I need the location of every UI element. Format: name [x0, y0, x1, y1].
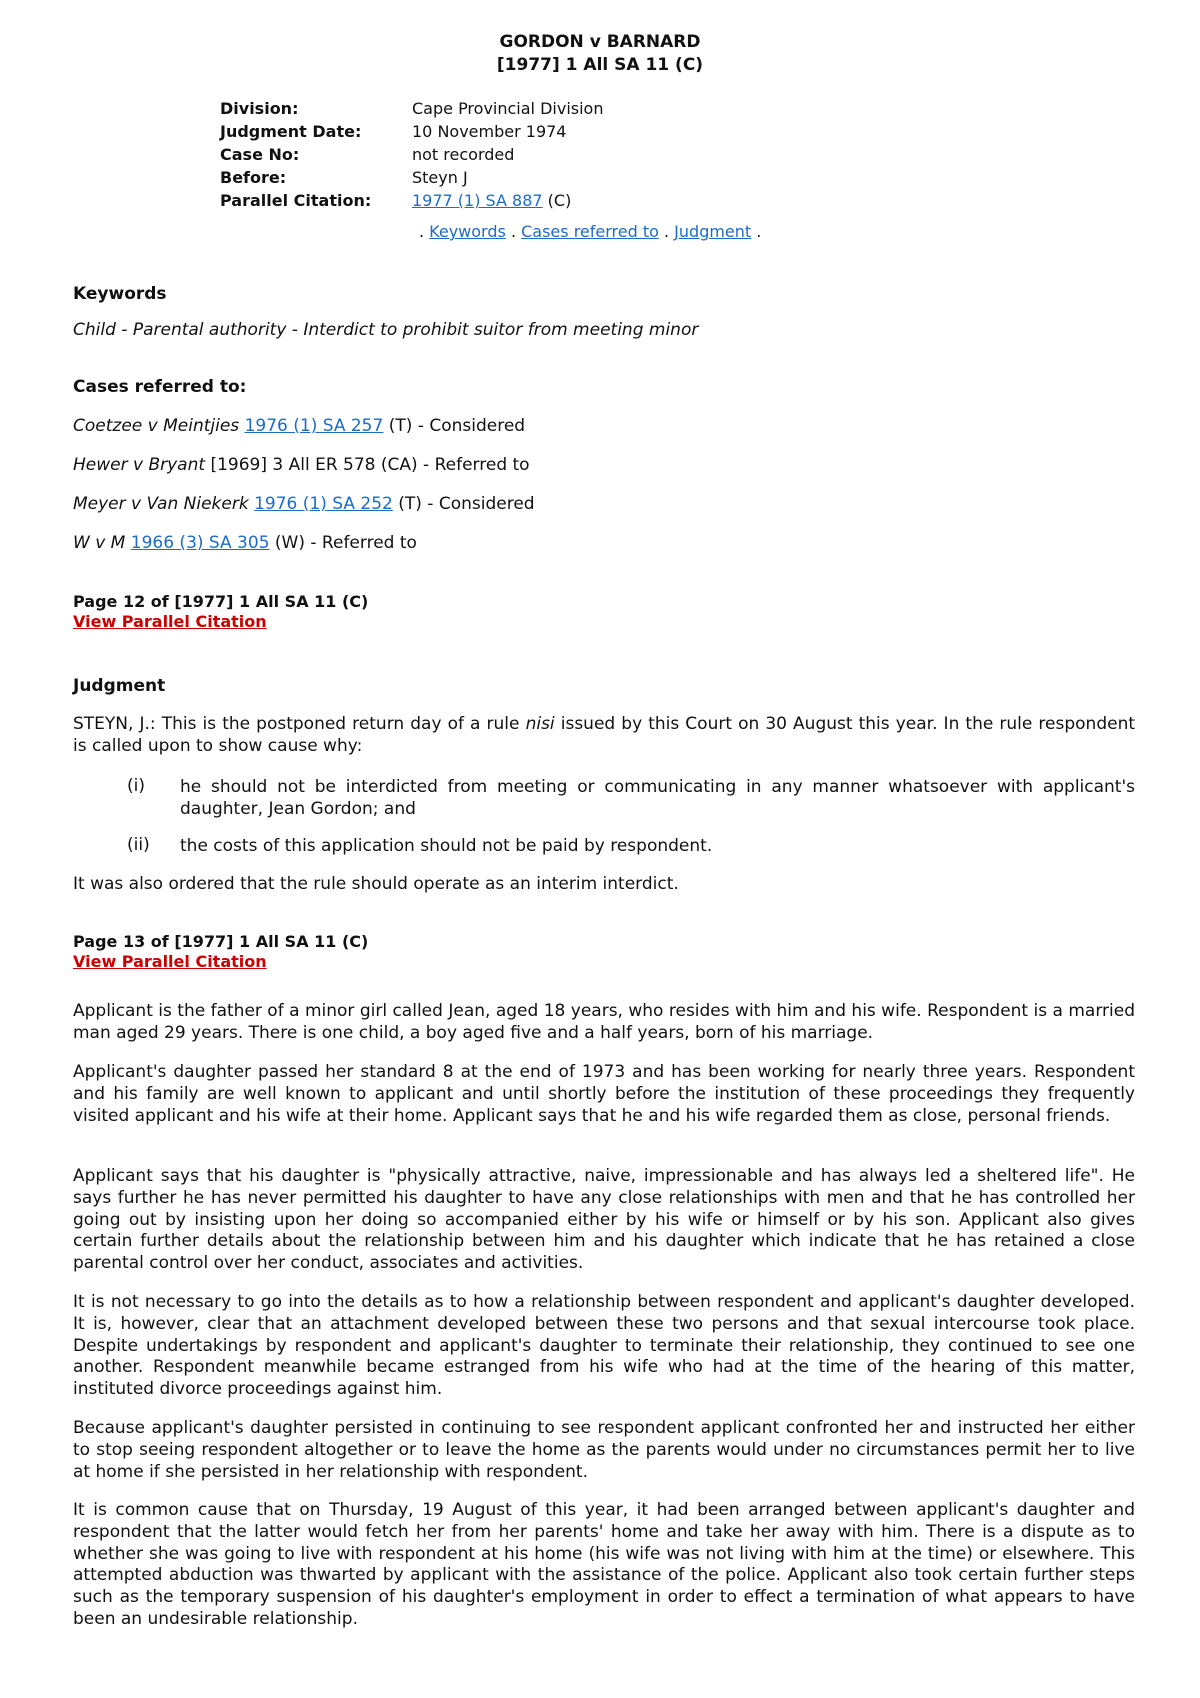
judgment-paragraph: It was also ordered that the rule should operate as an interim interdict. — [73, 874, 679, 894]
item-number: (ii) — [127, 835, 150, 855]
cases-heading: Cases referred to: — [73, 377, 247, 397]
keywords-link[interactable]: Keywords — [429, 222, 506, 241]
meta-value: Steyn J — [412, 168, 468, 187]
cases-referred-link[interactable]: Cases referred to — [521, 222, 659, 241]
page-marker-label: Page 12 of [1977] 1 All SA 11 (C) — [73, 592, 369, 611]
case-name: Hewer v Bryant — [73, 455, 206, 475]
judgment-paragraph: It is not necessary to go into the details as to how a relationship between respondent and applicant's daughter developed. It is, however, clear that an attachment developed between these two persons and that sexual intercourse took place. Despite undertakings by respondent and applicant's daughter to terminate their relationship, they continued to see one another. Respondent meanwhile became estranged from his wife who had at the time of the hearing of this matter, instituted divorce proceedings against him. — [73, 1292, 1135, 1400]
intro-text: STEYN, J.: This is the postponed return day of a rule — [73, 714, 526, 734]
case-name: GORDON v BARNARD — [499, 32, 701, 52]
parallel-citation-link[interactable]: 1977 (1) SA 887 — [412, 191, 543, 210]
meta-row — [220, 168, 603, 191]
meta-row — [220, 99, 603, 122]
page-marker-12 — [73, 592, 368, 632]
judgment-heading: Judgment — [73, 676, 166, 696]
item-text: he should not be interdicted from meeting or communicating in any manner whatsoever with applicant's daughter, Jean Gordon; and — [180, 777, 1135, 819]
case-citation-link[interactable]: 1966 (3) SA 305 — [130, 533, 270, 553]
meta-label: Before: — [220, 168, 287, 187]
case-metadata — [220, 99, 603, 214]
judgment-paragraph: It is common cause that on Thursday, 19 August of this year, it had been arranged between applicant's daughter and respondent that the latter would fetch her from her parents' home and take her away with him. There is a dispute as to whether she was going to live with respondent at his home (his wife was not living with him at the time) or elsewhere. This attempted abduction was thwarted by applicant with the assistance of the police. Applicant also took certain further steps such as the temporary suspension of his daughter's employment in order to effect a termination of what appears to have been an undesirable relationship. — [73, 1500, 1135, 1629]
keywords-text: Child - Parental authority - Interdict to prohibit suitor from meeting minor — [73, 320, 699, 340]
page-marker-label: Page 13 of [1977] 1 All SA 11 (C) — [73, 932, 369, 951]
judgment-paragraph: Applicant says that his daughter is "physically attractive, naive, impressionable and has always led a sheltered life". He says further he has never permitted his daughter to have any close relationships with men and that he has controlled her going out by insisting upon her doing so accompanied either by his wife or himself or by his son. Applicant also gives certain further details about the relationship between him and his daughter which indicate that he has retained a close parental control over her conduct, associates and activities. — [73, 1166, 1135, 1274]
quick-links — [419, 222, 761, 241]
view-parallel-citation-link[interactable]: View Parallel Citation — [73, 612, 267, 631]
parallel-citation-court: (C) — [542, 191, 572, 210]
meta-row — [220, 191, 603, 214]
case-treatment: (T) - Considered — [392, 494, 535, 514]
item-text: the costs of this application should not be paid by respondent. — [180, 836, 713, 856]
intro-text: issued by this Court on 30 August this year. In the rule respondent is called upon to show cause why: — [73, 714, 1136, 756]
case-citation-link[interactable]: 1976 (1) SA 252 — [254, 494, 393, 514]
separator: . — [751, 222, 762, 241]
intro-nisi: nisi — [525, 714, 555, 734]
meta-row — [220, 122, 603, 145]
case-citation-link[interactable]: 1976 (1) SA 257 — [244, 416, 384, 436]
case-treatment: [1969] 3 All ER 578 (CA) - Referred to — [205, 455, 530, 475]
judgment-intro — [73, 714, 1135, 758]
case-name: Coetzee v Meintjies — [73, 416, 240, 436]
case-treatment: (T) - Considered — [383, 416, 526, 436]
case-item — [73, 494, 535, 514]
view-parallel-citation-link[interactable]: View Parallel Citation — [73, 952, 267, 971]
meta-value: not recorded — [412, 145, 515, 164]
meta-label: Parallel Citation: — [220, 191, 372, 210]
separator: . — [664, 222, 675, 241]
meta-label: Case No: — [220, 145, 300, 164]
keywords-heading: Keywords — [73, 284, 167, 304]
meta-value — [412, 191, 603, 214]
meta-label: Division: — [220, 99, 299, 118]
meta-value: Cape Provincial Division — [412, 99, 604, 118]
page-marker-13 — [73, 932, 368, 972]
case-treatment: (W) - Referred to — [269, 533, 417, 553]
judgment-paragraph: Applicant is the father of a minor girl called Jean, aged 18 years, who resides with him and his wife. Respondent is a married man aged 29 years. There is one child, a boy aged five and a half years, born of his marriage. — [73, 1001, 1135, 1043]
case-item — [73, 416, 525, 436]
item-number: (i) — [127, 776, 145, 796]
judgment-link[interactable]: Judgment — [674, 222, 752, 241]
case-title — [0, 31, 1200, 77]
separator: . — [419, 222, 430, 241]
meta-label: Judgment Date: — [220, 122, 362, 141]
judgment-paragraph: Because applicant's daughter persisted in continuing to see respondent applicant confronted her and instructed her either to stop seeing respondent altogether or to leave the home as the parents would under no circumstances permit her to live at home if she persisted in her relationship with respondent. — [73, 1418, 1135, 1482]
case-name: Meyer v Van Niekerk — [73, 494, 249, 514]
separator: . — [510, 222, 522, 241]
judgment-paragraph: Applicant's daughter passed her standard 8 at the end of 1973 and has been working for nearly three years. Respondent and his family are well known to applicant and until shortly before the institution of these proceedings they frequently visited applicant and his wife at their home. Applicant says that he and his wife regarded them as close, personal friends. — [73, 1062, 1135, 1126]
case-item — [73, 533, 417, 553]
case-item — [73, 455, 530, 475]
meta-value: 10 November 1974 — [412, 122, 567, 141]
case-citation: [1977] 1 All SA 11 (C) — [496, 55, 704, 75]
case-name: W v M — [73, 533, 126, 553]
meta-row — [220, 145, 603, 168]
